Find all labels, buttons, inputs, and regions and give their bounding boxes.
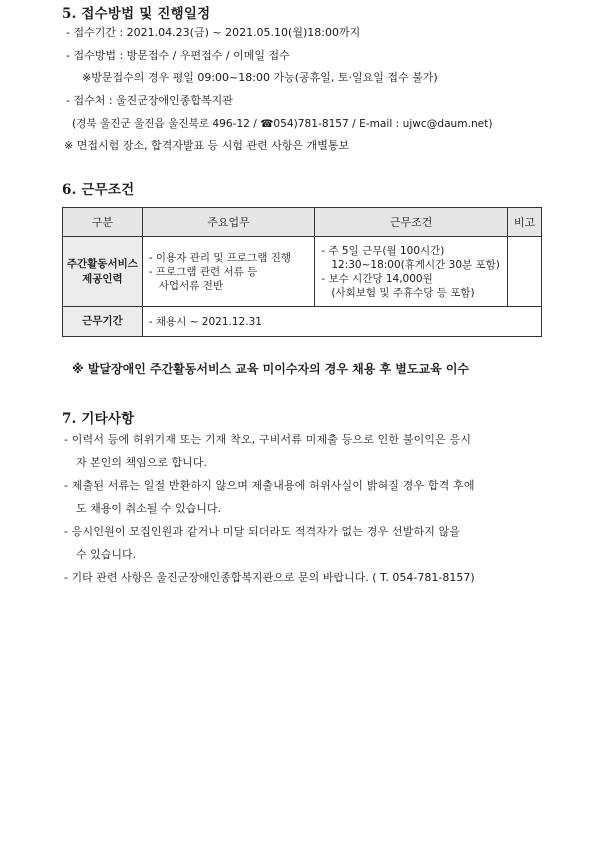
duty-item: - 프로그램 관련 서류 등 bbox=[148, 265, 258, 278]
interview-note: ※ 면접시험 장소, 합격자발표 등 시험 관련 사항은 개별통보 bbox=[64, 139, 350, 152]
misc-item-1: - 이력서 등에 허위기재 또는 기재 착오, 구비서류 미제출 등으로 인한 불이익은 응시 bbox=[64, 433, 472, 446]
section7-title: 7. 기타사항 bbox=[62, 411, 135, 427]
header-main-duties: 주요업무 bbox=[142, 208, 315, 237]
table-row bbox=[63, 307, 542, 337]
remarks-cell bbox=[508, 237, 542, 307]
section5-title: 5. 접수방법 및 진행일정 bbox=[62, 6, 211, 22]
work-period: - 채용시 ~ 2021.12.31 bbox=[148, 315, 262, 328]
misc-item-1-cont: 자 본인의 책임으로 합니다. bbox=[76, 456, 207, 469]
condition-item: 12:30~18:00(휴게시간 30분 포함) bbox=[331, 258, 500, 271]
row-label-line: 주간활동서비스 bbox=[66, 257, 138, 270]
misc-item-3: - 응시인원이 모집인원과 같거나 미달 되더라도 적격자가 없는 경우 선발하지 않을 bbox=[64, 525, 461, 538]
misc-item-2: - 제출된 서류는 일절 반환하지 않으며 제출내용에 허위사실이 밝혀질 경우 합격 후에 bbox=[64, 479, 475, 492]
table-header-row bbox=[63, 208, 542, 237]
condition-item: - 주 5일 근무(월 100시간) bbox=[321, 244, 445, 257]
row-label-staff bbox=[63, 237, 143, 307]
condition-item: - 보수 시간당 14,000원 bbox=[321, 272, 433, 285]
conditions-cell bbox=[315, 237, 508, 307]
misc-item-3-cont: 수 있습니다. bbox=[76, 548, 137, 561]
header-category: 구분 bbox=[63, 208, 143, 237]
section6-title: 6. 근무조건 bbox=[62, 182, 135, 198]
work-conditions-table bbox=[62, 207, 542, 337]
header-work-conditions: 근무조건 bbox=[315, 208, 508, 237]
misc-item-4: - 기타 관련 사항은 울진군장애인종합복지관으로 문의 바랍니다. ( T. 054-781-8157) bbox=[64, 571, 475, 584]
duties-cell bbox=[142, 237, 315, 307]
period-cell bbox=[142, 307, 541, 337]
training-note: ※ 발달장애인 주간활동서비스 교육 미이수자의 경우 채용 후 별도교육 이수 bbox=[72, 362, 470, 376]
receipt-period: - 접수기간 : 2021.04.23(금) ~ 2021.05.10(월)18:00까지 bbox=[66, 26, 361, 39]
row-label-period: 근무기간 bbox=[63, 307, 143, 337]
condition-item: (사회보험 및 주휴수당 등 포함) bbox=[331, 286, 475, 299]
receipt-address: (경북 울진군 울진읍 울진북로 496-12 / ☎054)781-8157 / E-mail : ujwc@daum.net) bbox=[72, 118, 493, 130]
table-row bbox=[63, 237, 542, 307]
misc-item-2-cont: 도 채용이 취소될 수 있습니다. bbox=[76, 502, 221, 515]
receipt-method: - 접수방법 : 방문접수 / 우편접수 / 이메일 접수 bbox=[66, 49, 290, 62]
visit-receipt-note: ※방문접수의 경우 평일 09:00~18:00 가능(공휴일, 토·일요일 접수 불가) bbox=[82, 71, 438, 84]
duty-item: 사업서류 전반 bbox=[158, 279, 223, 292]
row-label-line: 제공인력 bbox=[82, 272, 123, 285]
receipt-place: - 접수처 : 울진군장애인종합복지관 bbox=[66, 94, 233, 107]
header-remarks: 비고 bbox=[508, 208, 542, 237]
duty-item: - 이용자 관리 및 프로그램 진행 bbox=[148, 251, 291, 264]
